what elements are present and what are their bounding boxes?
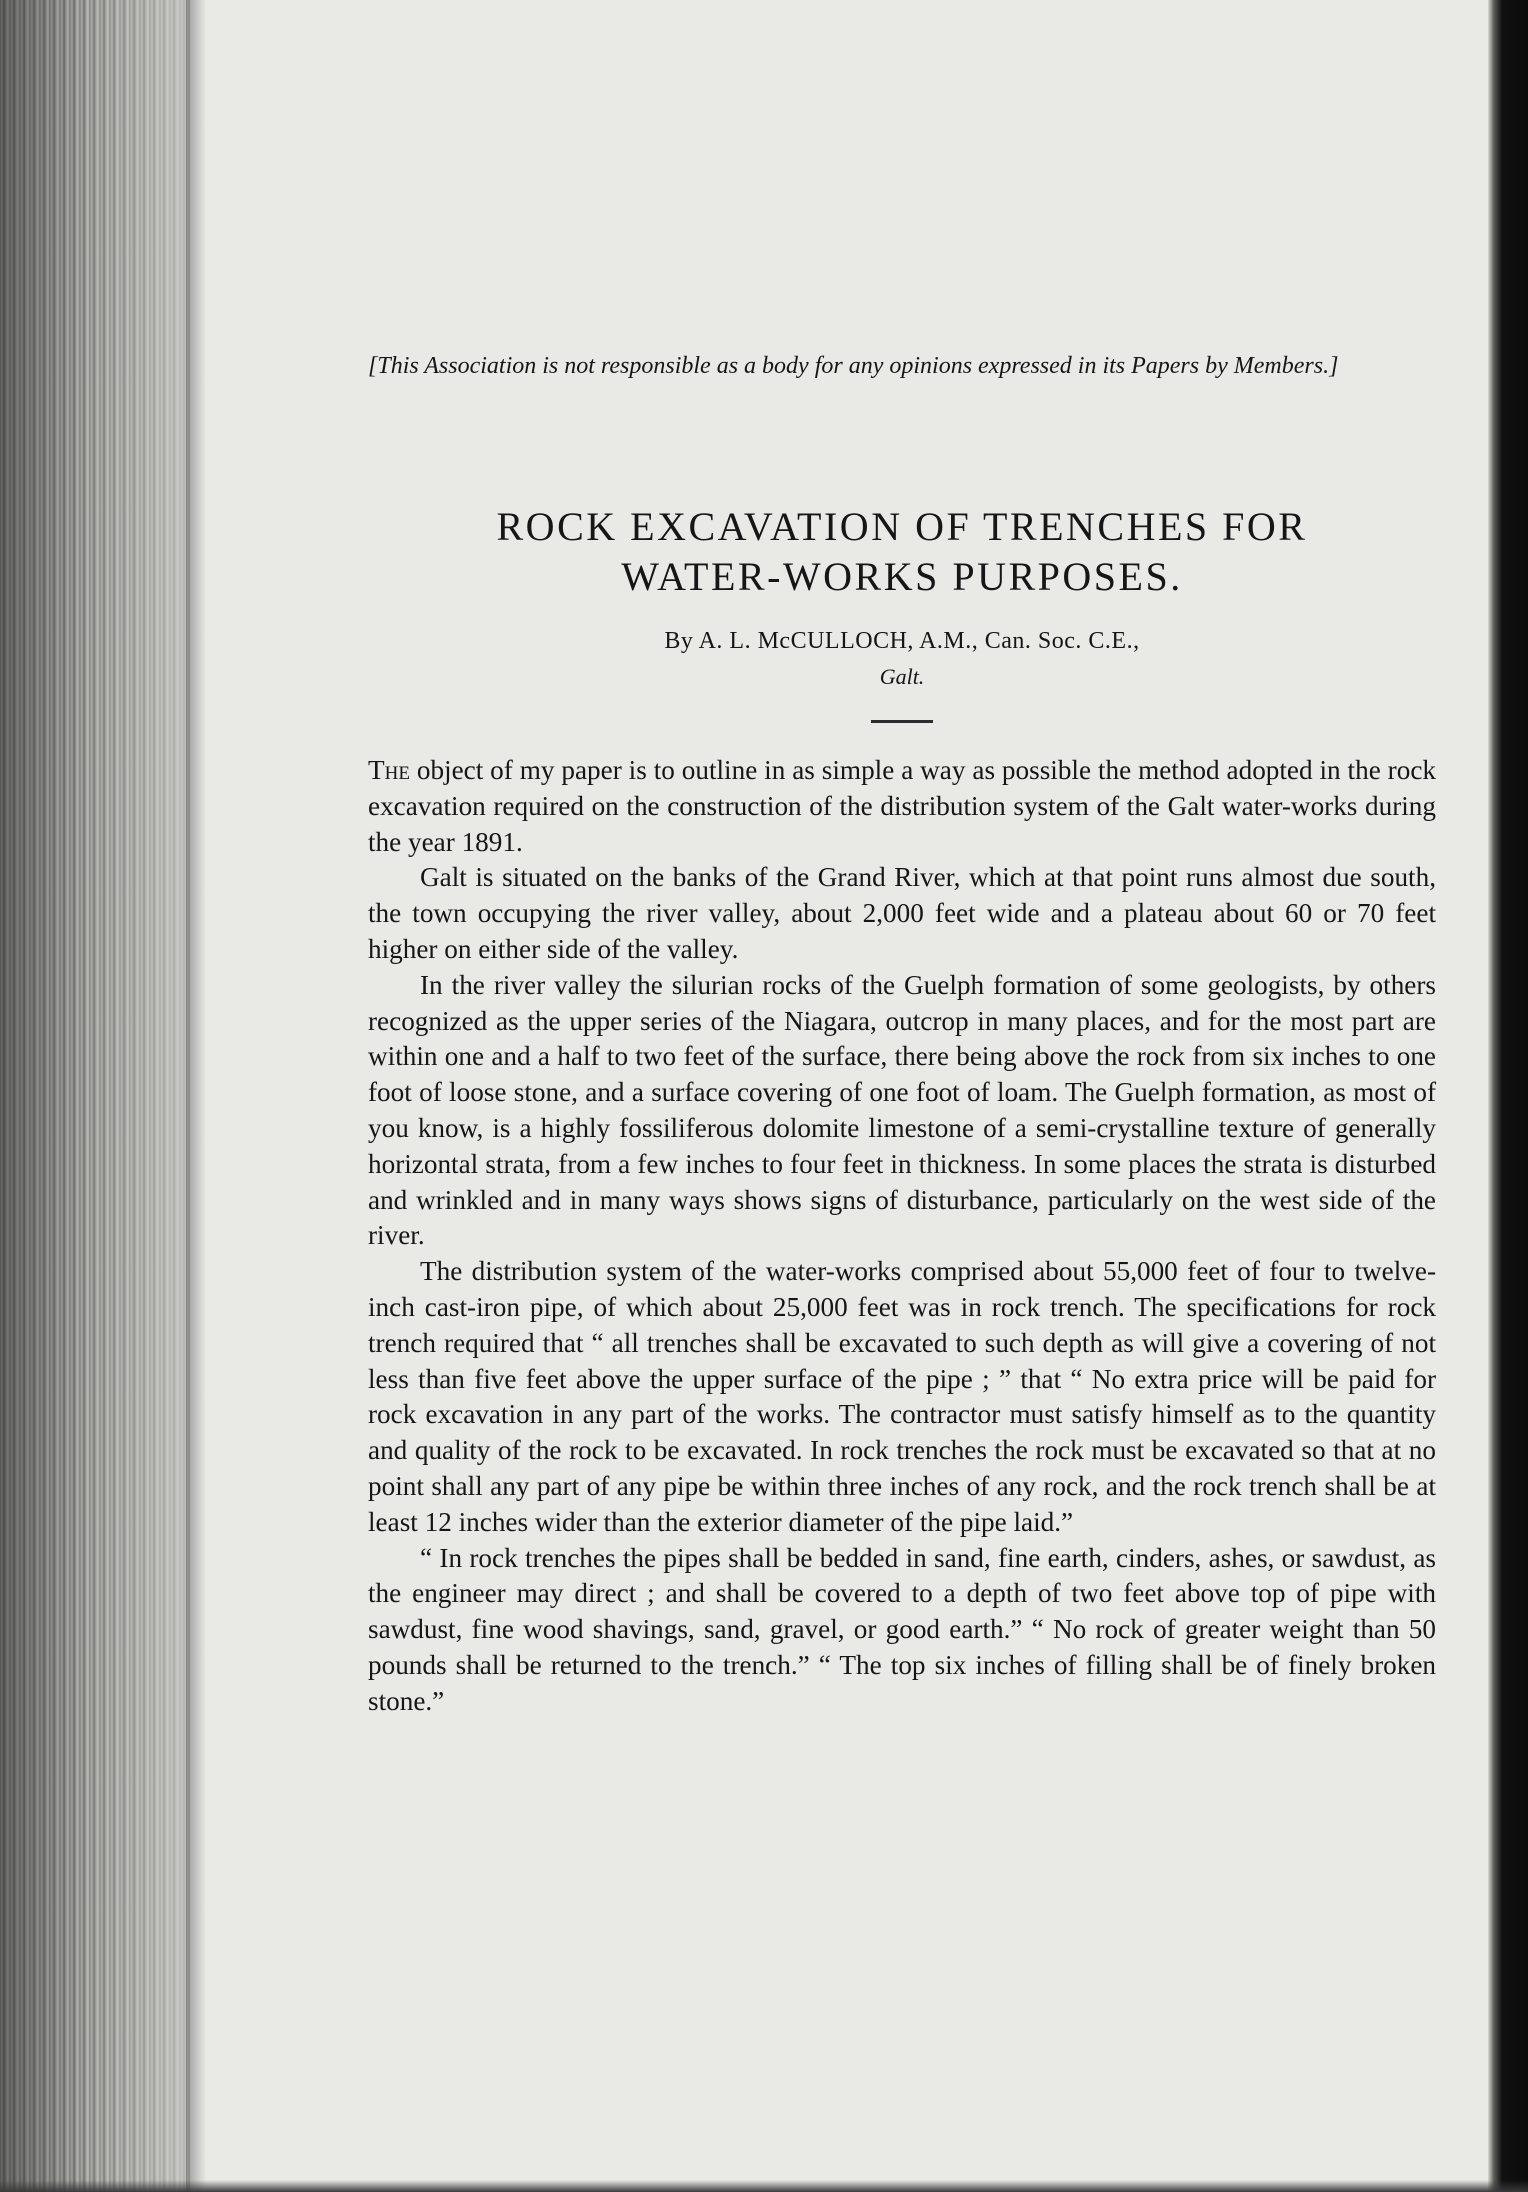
- paragraph-4: The distribution system of the water-works comprised about 55,000 feet of four to twelve-inch cast-iron pipe, of which about 25,000 feet was in rock trench. The specifications for rock trench required that “ all trenches shall be excavated to such depth as will give a covering of not less than five feet above the upper surface of the pipe ; ” that “ No extra price will be paid for rock excavation in any part of the works. The contractor must satisfy himself as to the quantity and quality of the rock to be excavated. In rock trenches the rock must be excavated so that at no point shall any part of any pipe be within three inches of any rock, and the rock trench shall be at least 12 inches wider than the exterior diameter of the pipe laid.”: [368, 1256, 1436, 1537]
- page-content: [368, 348, 1436, 1720]
- paragraph-1-text: object of my paper is to outline in as simple a way as possible the method adopted in the rock excavation required on the construction of the distribution system of the Galt water-works during the year 1891.: [368, 755, 1436, 857]
- disclaimer-note: [This Association is not responsible as a body for any opinions expressed in its Papers by Members.]: [368, 353, 1339, 379]
- paragraph-2: Galt is situated on the banks of the Grand River, which at that point runs almost due south, the town occupying the river valley, about 2,000 feet wide and a plateau about 60 or 70 feet higher on either side of the valley.: [368, 862, 1436, 964]
- author-location: Galt.: [879, 664, 925, 689]
- paragraph-lead-word: The: [368, 755, 410, 785]
- right-book-edge: [1488, 0, 1528, 2192]
- article-title: [368, 502, 1436, 602]
- paragraph-3: In the river valley the silurian rocks of the Guelph formation of some geologists, by others recognized as the upper series of the Niagara, outcrop in many places, and for the most part are within one and a half to two feet of the surface, there being above the rock from six inches to one foot of loose stone, and a surface covering of one foot of loam. The Guelph formation, as most of you know, is a highly fossiliferous dolomite limestone of a semi-crystalline texture of generally horizontal strata, from a few inches to four feet in thickness. In some places the strata is disturbed and wrinkled and in many ways shows signs of disturbance, particularly on the west side of the river.: [368, 969, 1436, 1251]
- binding-shadow: [186, 0, 206, 2192]
- stacked-page-edges: [0, 0, 190, 2192]
- title-divider: [871, 720, 933, 723]
- author-byline: By A. L. McCULLOCH, A.M., Can. Soc. C.E.,: [664, 628, 1140, 654]
- paragraph-1: [368, 753, 1436, 860]
- article-title-line-2: WATER-WORKS PURPOSES.: [621, 554, 1183, 599]
- bottom-book-edge: [0, 2180, 1528, 2192]
- article-body: [368, 753, 1436, 1720]
- article-title-line-1: ROCK EXCAVATION OF TRENCHES FOR: [496, 504, 1308, 549]
- paragraph-5: “ In rock trenches the pipes shall be bedded in sand, fine earth, cinders, ashes, or sawdust, as the engineer may direct ; and shall be covered to a depth of two feet above top of pipe with sawdust, fine wood shavings, sand, gravel, or good earth.” “ No rock of greater weight than 50 pounds shall be returned to the trench.” “ The top six inches of filling shall be of finely broken stone.”: [368, 1542, 1436, 1716]
